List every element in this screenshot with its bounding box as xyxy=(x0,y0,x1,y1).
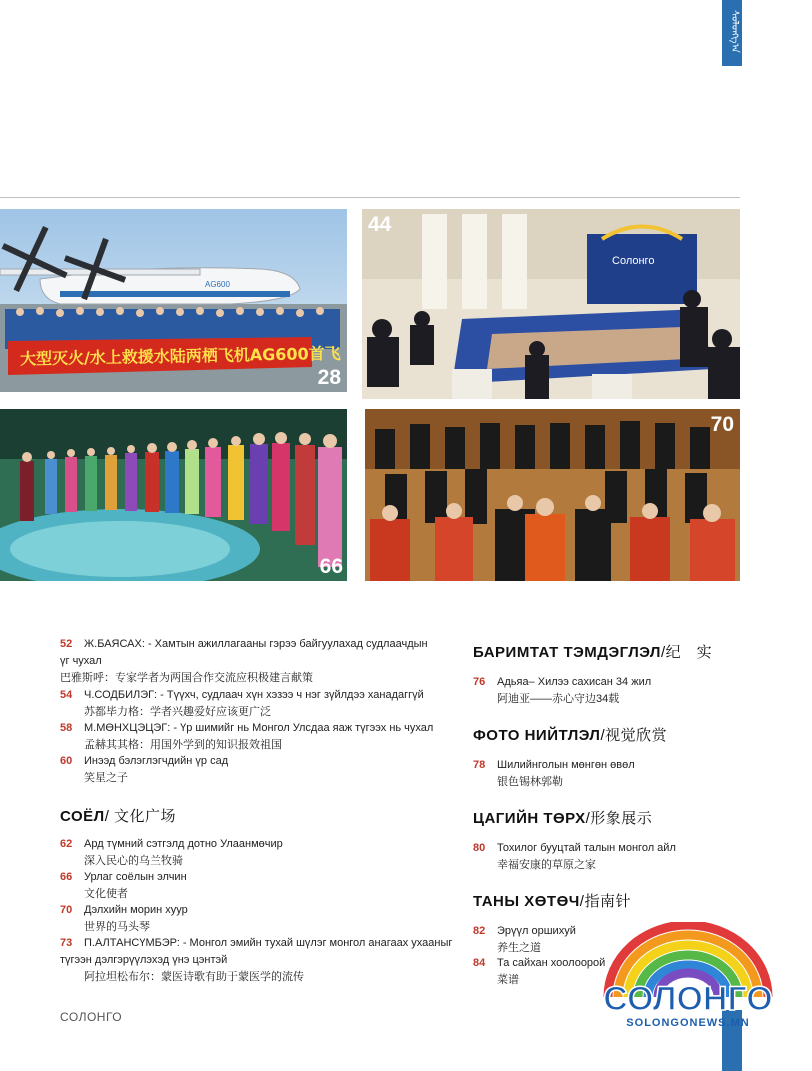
rainbow-logo-icon xyxy=(598,922,778,1032)
section-heading-culture xyxy=(60,805,176,826)
section-title-mn: БАРИМТАТ ТЭМДЭГЛЭЛ xyxy=(473,644,661,661)
section-title-mn: ФОТО НИЙТЛЭЛ xyxy=(473,727,601,744)
photo-page-number: 44 xyxy=(368,213,392,236)
item-title-mn: Ж.БАЯСАХ: - Хамтын ажиллагааны гэрээ байгуулахад судлаачдын xyxy=(84,638,428,650)
item-title-cn: 阿迪亚——赤心守边34载 xyxy=(497,693,620,705)
section-title-cn: /指南针 xyxy=(579,893,631,910)
page-number: 73 xyxy=(60,937,73,949)
item-title-mn: Урлаг соёлын элчин xyxy=(84,871,187,883)
item-title-cn: 阿拉坦松布尔：蒙医诗歌有助于蒙医学的流传 xyxy=(84,971,304,983)
solongo-logo[interactable] xyxy=(598,922,778,1032)
item-title-cn: 深入民心的乌兰牧骑 xyxy=(84,855,183,867)
toc-item[interactable] xyxy=(60,935,460,986)
toc-item[interactable] xyxy=(473,674,723,708)
item-title-mn: Ч.СОДБИЛЭГ: - Түүхч, судлаач хүн хэзээ ч нэг зүйлдээ ханадаггүй xyxy=(84,689,424,701)
toc-item[interactable] xyxy=(60,869,455,903)
item-title-mn-cont: түгээн дэлгэрүүлэхэд үнэ цэнтэй xyxy=(60,954,228,966)
side-tab xyxy=(722,0,742,66)
toc-item[interactable] xyxy=(473,757,723,791)
item-title-mn: Эрүүл оршихуй xyxy=(497,925,576,937)
section-heading-documentary xyxy=(473,641,712,662)
page-number: 80 xyxy=(473,842,486,854)
logo-title: СОЛОНГО xyxy=(603,980,773,1018)
page-number: 60 xyxy=(60,755,73,767)
screen-text: Солонго xyxy=(612,255,655,267)
section-heading-image xyxy=(473,807,652,828)
section-title-cn: /视觉欣赏 xyxy=(600,727,668,744)
item-title-mn: Шилийнголын мөнгөн өвөл xyxy=(497,759,635,771)
section-title-cn: /形象展示 xyxy=(585,810,653,827)
item-title-cn: 养生之道 xyxy=(497,942,541,954)
toc-item[interactable] xyxy=(60,753,455,787)
item-title-mn: П.АЛТАНСҮМБЭР: - Монгол эмийн тухай шүлэг монгол анагаах ухааныг xyxy=(84,937,453,949)
item-title-cn: 笑星之子 xyxy=(84,772,128,784)
item-title-cn: 孟赫其其格：用国外学到的知识报效祖国 xyxy=(84,739,282,751)
photo-singers[interactable] xyxy=(0,409,347,581)
item-title-mn: Тохилог бууцтай талын монгол айл xyxy=(497,842,676,854)
photo-page-number: 66 xyxy=(319,555,343,578)
footer-magazine-name: СОЛОНГО xyxy=(60,1010,123,1024)
photo-orchestra[interactable] xyxy=(365,409,740,581)
toc-item[interactable] xyxy=(60,836,455,870)
section-title-mn: ТАНЫ ХӨТӨЧ xyxy=(473,893,580,910)
page-number: 58 xyxy=(60,722,73,734)
section-title-mn: ЦАГИЙН ТӨРХ xyxy=(473,810,586,827)
item-title-cn: 幸福安康的草原之家 xyxy=(497,859,596,871)
page-number: 82 xyxy=(473,925,486,937)
item-title-cn: 世界的马头琴 xyxy=(84,921,150,933)
item-title-mn: М.МӨНХЦЭЦЭГ: - Үр шимийг нь Монгол Улсдаа яаж түгээх нь чухал xyxy=(84,722,434,734)
page-number: 70 xyxy=(60,904,73,916)
toc-item[interactable] xyxy=(60,687,455,721)
toc-item[interactable] xyxy=(60,902,455,936)
item-title-cn: 苏都毕力格：学者兴趣爱好应该更广泛 xyxy=(84,706,271,718)
side-tab-label: ᠰᠣᠯᠣᠩᠭ᠎ᠠ xyxy=(729,10,740,53)
page-number: 66 xyxy=(60,871,73,883)
page-number: 52 xyxy=(60,638,73,650)
item-title-mn: Инээд бэлэглэгчдийн үр сад xyxy=(84,755,229,767)
page-number: 78 xyxy=(473,759,486,771)
item-title-mn: Та сайхан хоолоорой xyxy=(497,957,606,969)
banner-text: 大型灭火/水上救援水陆两栖飞机AG600首飞 xyxy=(19,343,341,369)
toc-item[interactable] xyxy=(60,720,455,754)
toc-item[interactable] xyxy=(473,840,723,874)
logo-subtitle: SOLONGONEWS.MN xyxy=(626,1017,750,1029)
page-number: 54 xyxy=(60,689,73,701)
photo-page-number: 28 xyxy=(317,366,341,389)
section-heading-photo xyxy=(473,724,667,745)
photo-airplane[interactable] xyxy=(0,209,347,392)
section-title-cn: /纪 实 xyxy=(660,644,713,661)
item-title-mn: Адьяа– Хилээ сахисан 34 жил xyxy=(497,676,652,688)
item-title-cn: 巴雅斯呼：专家学者为两国合作交流应积极建言献策 xyxy=(60,672,313,684)
toc-item[interactable] xyxy=(60,636,455,687)
page-number: 62 xyxy=(60,838,73,850)
item-title-cn: 文化使者 xyxy=(84,888,128,900)
item-title-mn: Дэлхийн морин хуур xyxy=(84,904,188,916)
page-number: 84 xyxy=(473,957,486,969)
plane-label: AG600 xyxy=(205,280,230,289)
item-title-mn-cont: үг чухал xyxy=(60,655,102,667)
page-number: 76 xyxy=(473,676,486,688)
photo-page-number: 70 xyxy=(710,413,734,436)
section-title-mn: СОЁЛ xyxy=(60,808,105,825)
section-title-cn: / 文化广场 xyxy=(104,808,177,825)
section-heading-guide xyxy=(473,890,631,911)
item-title-mn: Ард түмний сэтгэлд дотно Улаанмөчир xyxy=(84,838,283,850)
item-title-cn: 菜谱 xyxy=(497,974,519,986)
header-rule xyxy=(0,197,740,198)
item-title-cn: 银色锡林郭勒 xyxy=(497,776,563,788)
photo-conference[interactable] xyxy=(362,209,740,399)
